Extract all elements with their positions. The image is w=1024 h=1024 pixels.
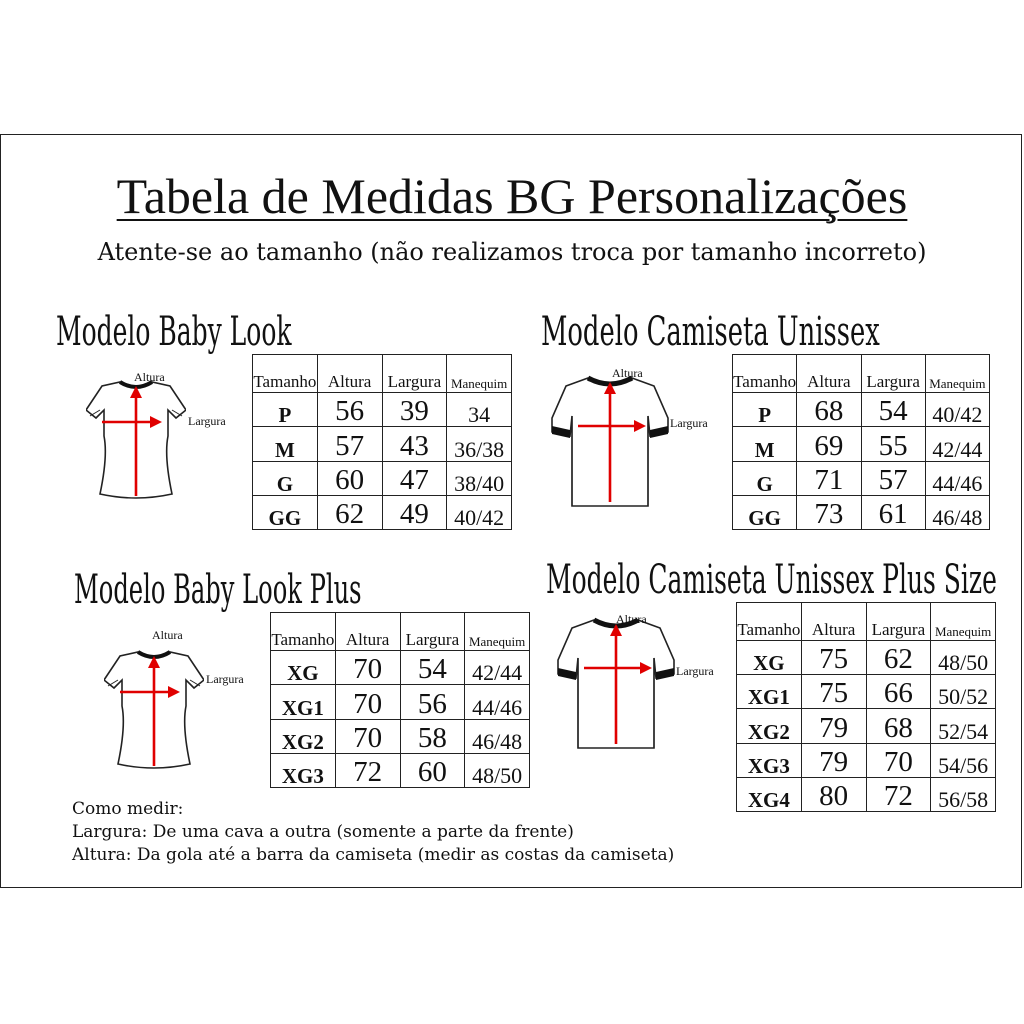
table-header-row <box>733 355 990 393</box>
value-cell: 79 <box>801 709 866 743</box>
size-table <box>732 354 990 530</box>
size-cell: XG2 <box>737 709 802 743</box>
table-row <box>271 753 530 787</box>
column-header: Manequim <box>447 355 512 393</box>
how-to-altura: Altura: Da gola até a barra da camiseta (medir as costas da camiseta) <box>72 845 675 865</box>
how-to-heading: Como medir: <box>72 799 184 819</box>
table-row <box>253 393 512 427</box>
column-header: Tamanho <box>737 603 802 641</box>
column-header: Altura <box>797 355 861 393</box>
value-cell: 56 <box>317 393 382 427</box>
model-title: Modelo Baby Look Plus <box>74 566 362 613</box>
value-cell: 68 <box>797 393 861 427</box>
column-header: Tamanho <box>253 355 318 393</box>
table-row <box>737 709 996 743</box>
table-row <box>737 641 996 675</box>
value-cell: 43 <box>382 427 447 461</box>
value-cell: 42/44 <box>925 427 989 461</box>
value-cell: 58 <box>400 719 465 753</box>
altura-label: Altura <box>612 366 643 380</box>
value-cell: 48/50 <box>465 753 530 787</box>
altura-label: Altura <box>134 370 165 384</box>
table-row <box>271 685 530 719</box>
size-cell: XG <box>737 641 802 675</box>
value-cell: 56/58 <box>931 777 996 811</box>
value-cell: 54/56 <box>931 743 996 777</box>
table-row <box>253 427 512 461</box>
value-cell: 57 <box>861 461 925 495</box>
column-header: Manequim <box>925 355 989 393</box>
column-header: Largura <box>866 603 931 641</box>
value-cell: 70 <box>335 651 400 685</box>
table-row <box>733 393 990 427</box>
table-row <box>271 651 530 685</box>
value-cell: 44/46 <box>925 461 989 495</box>
size-cell: XG4 <box>737 777 802 811</box>
value-cell: 70 <box>335 719 400 753</box>
value-cell: 55 <box>861 427 925 461</box>
model-title: Modelo Camiseta Unissex Plus Size <box>546 556 997 603</box>
size-table <box>736 602 996 812</box>
column-header: Altura <box>335 613 400 651</box>
size-cell: XG2 <box>271 719 336 753</box>
model-title: Modelo Camiseta Unissex <box>541 308 880 355</box>
value-cell: 69 <box>797 427 861 461</box>
value-cell: 49 <box>382 495 447 529</box>
value-cell: 68 <box>866 709 931 743</box>
column-header: Manequim <box>931 603 996 641</box>
unisex-shirt-icon <box>556 614 676 750</box>
value-cell: 44/46 <box>465 685 530 719</box>
value-cell: 40/42 <box>925 393 989 427</box>
largura-label: Largura <box>676 664 714 678</box>
size-cell: GG <box>733 495 797 529</box>
value-cell: 73 <box>797 495 861 529</box>
largura-label: Largura <box>670 416 708 430</box>
model-title: Modelo Baby Look <box>56 308 292 355</box>
value-cell: 75 <box>801 675 866 709</box>
value-cell: 72 <box>866 777 931 811</box>
value-cell: 80 <box>801 777 866 811</box>
column-header: Altura <box>801 603 866 641</box>
size-cell: M <box>733 427 797 461</box>
value-cell: 75 <box>801 641 866 675</box>
unisex-shirt-icon <box>550 372 670 508</box>
size-cell: XG <box>271 651 336 685</box>
value-cell: 72 <box>335 753 400 787</box>
value-cell: 47 <box>382 461 447 495</box>
table-header-row <box>271 613 530 651</box>
value-cell: 66 <box>866 675 931 709</box>
table-row <box>733 495 990 529</box>
value-cell: 56 <box>400 685 465 719</box>
table-row <box>253 461 512 495</box>
size-table <box>252 354 512 530</box>
table-row <box>253 495 512 529</box>
size-cell: XG1 <box>271 685 336 719</box>
value-cell: 54 <box>861 393 925 427</box>
column-header: Altura <box>317 355 382 393</box>
table-row <box>733 461 990 495</box>
column-header: Manequim <box>465 613 530 651</box>
size-cell: P <box>733 393 797 427</box>
value-cell: 50/52 <box>931 675 996 709</box>
table-row <box>733 427 990 461</box>
size-table <box>270 612 530 788</box>
altura-label: Altura <box>616 612 647 626</box>
page-title: Tabela de Medidas BG Personalizações <box>116 168 908 224</box>
value-cell: 79 <box>801 743 866 777</box>
value-cell: 57 <box>317 427 382 461</box>
how-to-largura: Largura: De uma cava a outra (somente a parte da frente) <box>72 822 574 842</box>
baby-look-shirt-icon <box>104 640 204 772</box>
size-cell: G <box>733 461 797 495</box>
value-cell: 38/40 <box>447 461 512 495</box>
value-cell: 54 <box>400 651 465 685</box>
column-header: Largura <box>400 613 465 651</box>
size-cell: XG1 <box>737 675 802 709</box>
table-row <box>737 777 996 811</box>
size-cell: XG3 <box>271 753 336 787</box>
value-cell: 42/44 <box>465 651 530 685</box>
baby-look-shirt-icon <box>86 370 186 502</box>
how-to-measure <box>72 798 674 867</box>
value-cell: 36/38 <box>447 427 512 461</box>
largura-label: Largura <box>206 672 244 686</box>
page-subtitle: Atente-se ao tamanho (não realizamos troca por tamanho incorreto) <box>97 238 927 266</box>
column-header: Tamanho <box>733 355 797 393</box>
value-cell: 48/50 <box>931 641 996 675</box>
size-cell: P <box>253 393 318 427</box>
column-header: Tamanho <box>271 613 336 651</box>
value-cell: 39 <box>382 393 447 427</box>
value-cell: 34 <box>447 393 512 427</box>
column-header: Largura <box>861 355 925 393</box>
value-cell: 46/48 <box>465 719 530 753</box>
table-row <box>271 719 530 753</box>
value-cell: 40/42 <box>447 495 512 529</box>
size-cell: XG3 <box>737 743 802 777</box>
value-cell: 60 <box>317 461 382 495</box>
altura-label: Altura <box>152 628 183 642</box>
size-cell: GG <box>253 495 318 529</box>
value-cell: 60 <box>400 753 465 787</box>
value-cell: 62 <box>317 495 382 529</box>
value-cell: 62 <box>866 641 931 675</box>
table-header-row <box>737 603 996 641</box>
largura-label: Largura <box>188 414 226 428</box>
table-row <box>737 743 996 777</box>
size-cell: M <box>253 427 318 461</box>
value-cell: 70 <box>866 743 931 777</box>
table-row <box>737 675 996 709</box>
value-cell: 61 <box>861 495 925 529</box>
value-cell: 52/54 <box>931 709 996 743</box>
column-header: Largura <box>382 355 447 393</box>
table-header-row <box>253 355 512 393</box>
size-cell: G <box>253 461 318 495</box>
value-cell: 71 <box>797 461 861 495</box>
value-cell: 70 <box>335 685 400 719</box>
value-cell: 46/48 <box>925 495 989 529</box>
